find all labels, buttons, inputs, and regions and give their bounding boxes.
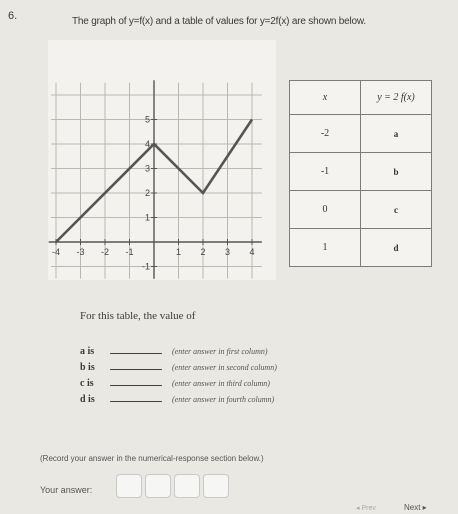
table-cell-x: -2 (290, 115, 361, 153)
answer-blank (110, 345, 162, 354)
table-header-y: y = 2 f(x) (361, 81, 432, 115)
answer-label: d is (80, 394, 95, 405)
x-tick-label: -3 (76, 247, 85, 257)
table-header-row (290, 81, 432, 115)
y-tick-label: 1 (144, 212, 150, 223)
numerical-response-boxes (116, 474, 229, 498)
x-tick-label: 2 (200, 247, 206, 257)
x-tick-label: 1 (175, 247, 182, 257)
table-row (290, 115, 432, 153)
table-row (290, 229, 432, 267)
response-box-3[interactable] (174, 474, 200, 498)
y-tick-label: 5 (144, 114, 150, 125)
prev-button[interactable]: ◂ Prev (356, 505, 376, 512)
table-cell-y: a (361, 115, 432, 153)
question-text: The graph of y=f(x) and a table of values for y=2f(x) are shown below. (72, 16, 366, 27)
x-tick-label: 3 (224, 247, 231, 257)
answer-hint: (enter answer in third column) (172, 379, 270, 388)
answer-label: b is (80, 362, 95, 373)
values-table (289, 80, 432, 267)
answer-row-b (80, 361, 277, 373)
function-graph (48, 40, 276, 280)
y-tick-label: -1 (141, 261, 150, 272)
answer-label: a is (80, 346, 95, 357)
question-number: 6. (8, 10, 18, 22)
answer-blank (110, 393, 162, 402)
response-box-2[interactable] (145, 474, 171, 498)
x-tick-label: -2 (100, 247, 110, 257)
your-answer-label: Your answer: (40, 485, 93, 495)
x-tick-label: -1 (125, 247, 134, 257)
answer-row-c (80, 377, 270, 389)
table-cell-y: b (361, 153, 432, 191)
answer-hint: (enter answer in first column) (172, 347, 268, 356)
x-tick-label: -4 (51, 247, 61, 257)
table-cell-y: d (361, 229, 432, 267)
table-cell-y: c (361, 191, 432, 229)
answer-hint: (enter answer in fourth column) (172, 395, 275, 404)
answer-blank (110, 361, 162, 370)
x-tick-label: 4 (249, 247, 255, 257)
table-row (290, 153, 432, 191)
answer-blank (110, 377, 162, 386)
table-cell-x: 1 (290, 229, 361, 267)
y-tick-label: 3 (144, 163, 150, 174)
table-row (290, 191, 432, 229)
y-tick-label: 4 (144, 139, 150, 149)
answer-hint: (enter answer in second column) (172, 363, 277, 372)
y-tick-label: 2 (144, 188, 150, 198)
table-cell-x: 0 (290, 191, 361, 229)
response-box-4[interactable] (203, 474, 229, 498)
table-cell-x: -1 (290, 153, 361, 191)
answer-row-a (80, 345, 268, 357)
answer-label: c is (80, 378, 94, 389)
answer-row-d (80, 393, 274, 405)
table-header-x: x (290, 81, 361, 115)
response-box-1[interactable] (116, 474, 142, 498)
next-button[interactable]: Next ▸ (404, 503, 427, 512)
record-note: (Record your answer in the numerical-response section below.) (40, 454, 264, 463)
graph-background (48, 40, 276, 280)
prompt-text: For this table, the value of (80, 310, 196, 322)
